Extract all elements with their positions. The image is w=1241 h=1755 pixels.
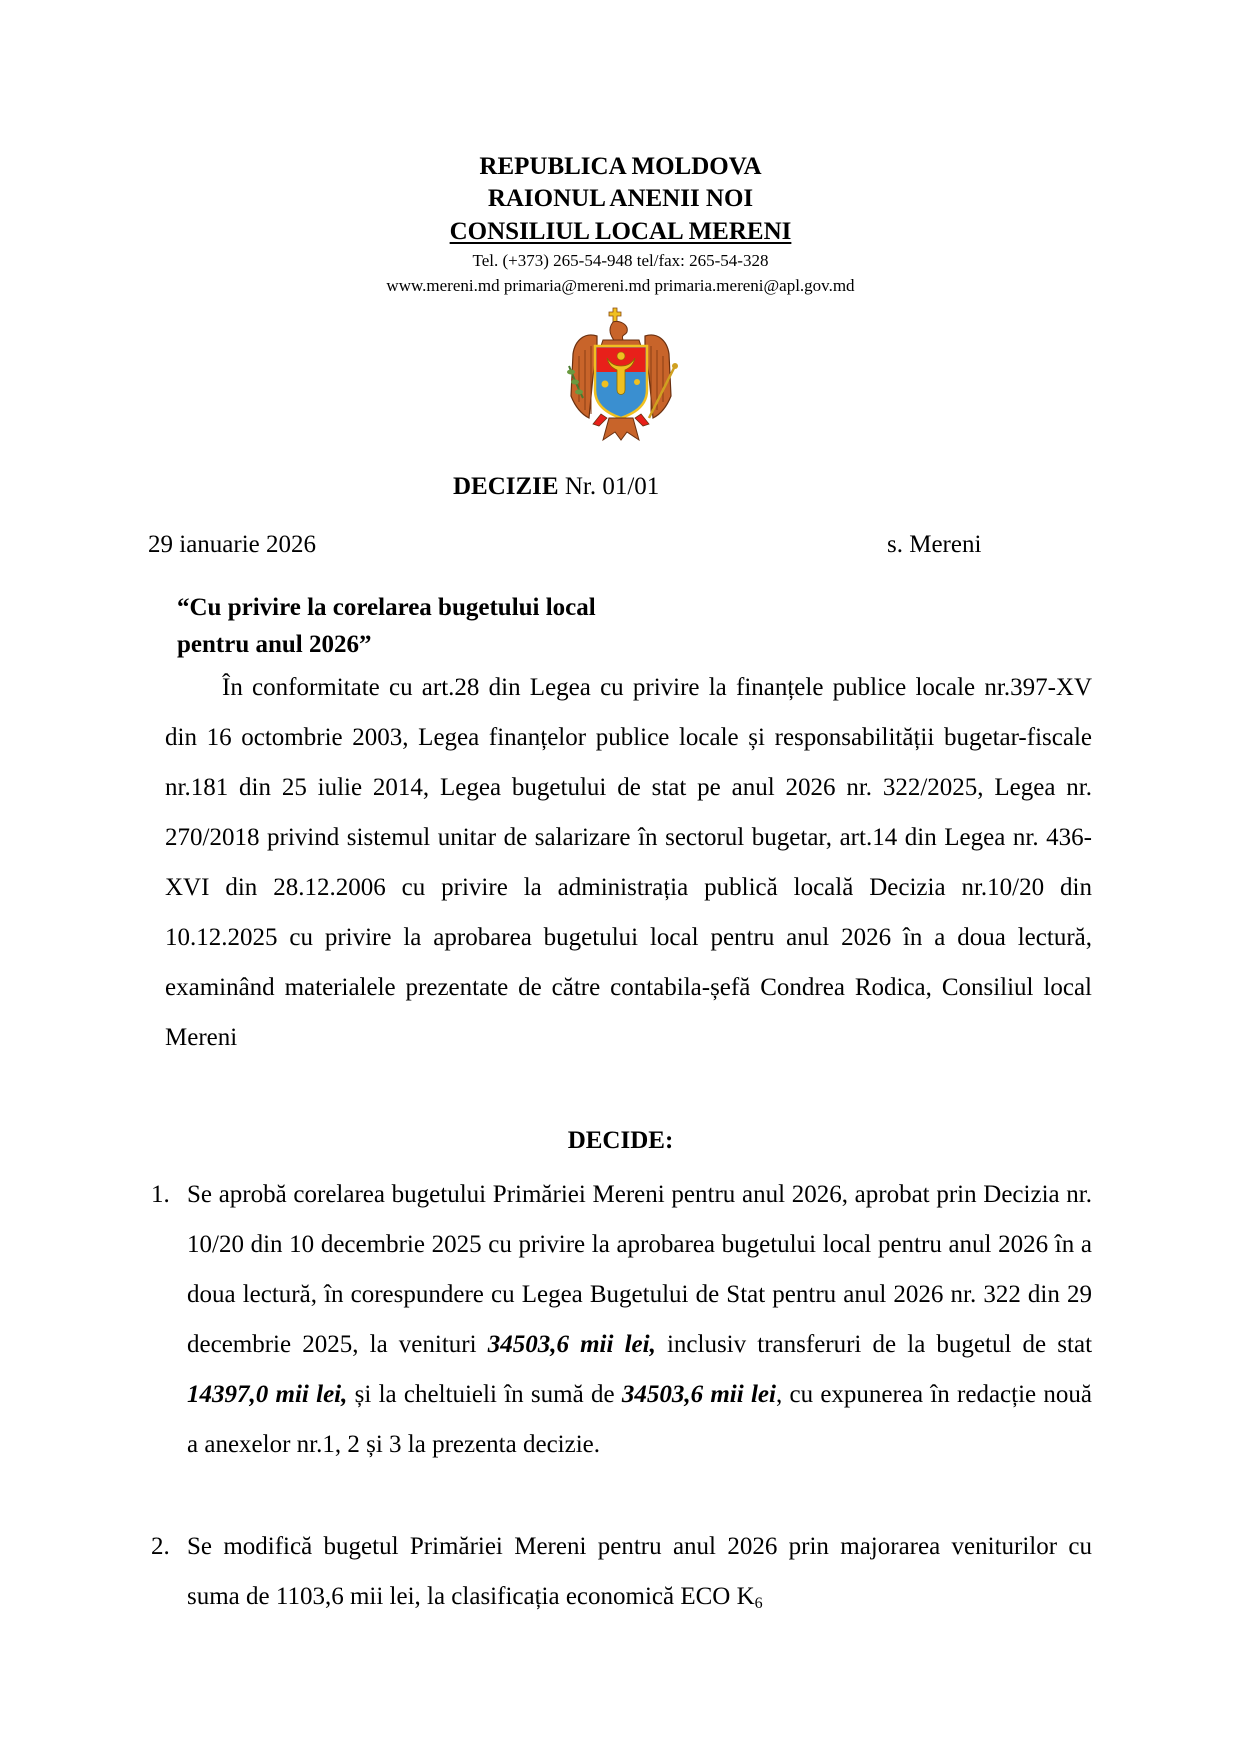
decision-number [453,472,659,502]
decision-label: DECIZIE [453,473,559,500]
council-name: CONSILIUL LOCAL MERENI [449,218,792,245]
item-text-part: și la cheltuieli în sumă de [347,1381,622,1408]
contact-line: www.mereni.md primaria@mereni.md primaria.mereni@apl.gov.md [386,276,855,295]
coat-of-arms-icon [563,306,679,442]
revenue-amount: 34503,6 mii lei, [487,1331,656,1358]
item-text-part: inclusiv transferuri de la bugetul de stat [655,1331,1093,1358]
item-number: 1. [151,1181,170,1208]
item-text [187,1170,1092,1470]
district-heading: RAIONUL ANENII NOI [487,185,754,212]
item-text [187,1522,1092,1622]
item-text-part: , cu expunerea în redacție nouă a anexelor nr.1, 2 și 3 la prezenta decizie. [187,1381,1093,1458]
item-number: 2. [151,1533,170,1560]
decision-title-line-1: “Cu privire la corelarea bugetului local [177,594,596,621]
item-text-part: Se modifică bugetul Primăriei Mereni pentru anul 2026 prin majorarea veniturilor cu suma de 1103,6 mii lei, la clasificația economică ECO K [187,1533,1092,1610]
phone-line: Tel. (+373) 265-54-948 tel/fax: 265-54-328 [472,251,769,270]
decision-item-1 [151,1170,1092,1470]
decision-title-line-2: pentru anul 2026” [177,631,372,658]
item-text-part: Se aprobă corelarea bugetului Primăriei Mereni pentru anul 2026, aprobat prin Decizia nr. 10/20 din 10 decembrie 2025 cu privire la aprobarea bugetului local pentru anul 2026 în a doua lectură, în corespundere cu Legea Bugetului de Stat pentru anul 2026 nr. 322 din 29 decembrie 2025, la venituri [187,1181,1092,1358]
expenses-amount: 34503,6 mii lei [621,1381,776,1408]
transfers-amount: 14397,0 mii lei, [187,1381,348,1408]
decide-heading: DECIDE: [567,1127,674,1154]
decision-title [177,589,596,663]
decision-place: s. Mereni [887,531,982,558]
decision-number-value: Nr. 01/01 [558,473,660,500]
country-heading: REPUBLICA MOLDOVA [479,153,762,180]
subscript: 6 [754,1595,763,1612]
decision-date: 29 ianuarie 2026 [148,531,317,558]
preamble-paragraph: În conformitate cu art.28 din Legea cu privire la finanțele publice locale nr.397-XV din 16 octombrie 2003, Legea finanțelor publice locale și responsabilității bugetar-fiscale nr.181 din 25 iulie 2014, Legea bugetului de stat pe anul 2026 nr. 322/2025, Legea nr. 270/2018 privind sistemul unitar de salarizare în sectorul bugetar, art.14 din Legea nr. 436-XVI din 28.12.2006 cu privire la administrația publică locală Decizia nr.10/20 din 10.12.2025 cu privire la aprobarea bugetului local pentru anul 2026 în a doua lectură, examinând materialele prezentate de către contabila-șefă Condrea Rodica, Consiliul local Mereni [165,674,1092,1051]
decision-item-2 [151,1522,1092,1622]
council-heading [0,216,1241,248]
